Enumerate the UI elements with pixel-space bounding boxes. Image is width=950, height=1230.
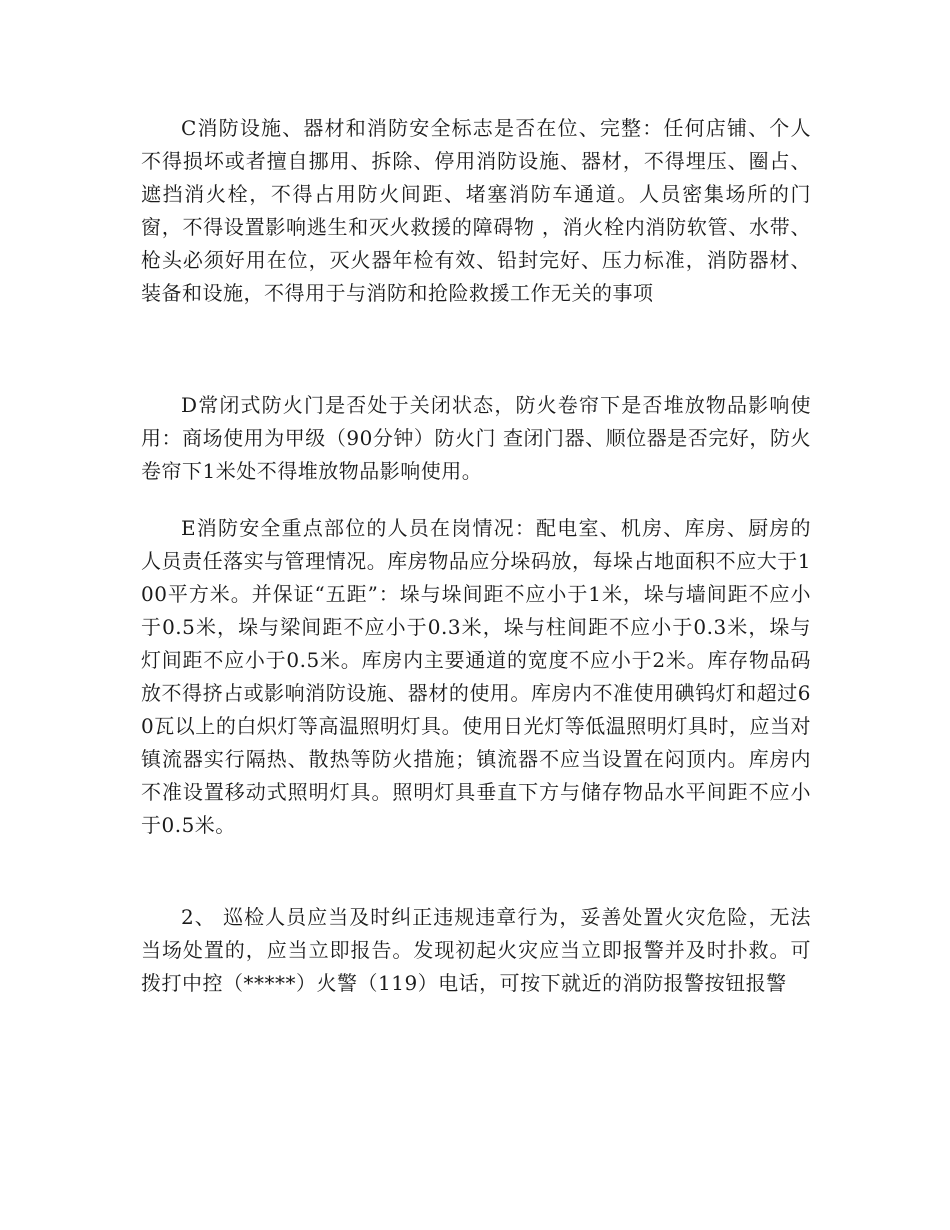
- paragraph-e-key-areas: E消防安全重点部位的人员在岗情况：配电室、机房、库房、厨房的人员责任落实与管理情况。库房物品应分垛码放，每垛占地面积不应大于100平方米。并保证“五距”：垛与垛间距不应小于1米，垛与墙间距不应小于0.5米，垛与梁间距不应小于0.3米，垛与柱间距不应小于0.3米，垛与灯间距不应小于0.5米。库房内主要通道的宽度不应小于2米。库存物品码放不得挤占或影响消防设施、器材的使用。库房内不准使用碘钨灯和超过60瓦以上的白炽灯等高温照明灯具。使用日光灯等低温照明灯具时，应当对镇流器实行隔热、散热等防火措施；镇流器不应当设置在闷顶内。库房内不准设置移动式照明灯具。照明灯具垂直下方与储存物品水平间距不应小于0.5米。: [141, 516, 811, 837]
- paragraph-d-fire-doors: D常闭式防火门是否处于关闭状态，防火卷帘下是否堆放物品影响使用：商场使用为甲级（90分钟）防火门 查闭门器、顺位器是否完好，防火卷帘下1米处不得堆放物品影响使用。: [141, 393, 811, 483]
- paragraph-c-fire-facilities: C消防设施、器材和消防安全标志是否在位、完整：任何店铺、个人不得损坏或者擅自挪用、拆除、停用消防设施、器材，不得埋压、圈占、遮挡消火栓，不得占用防火间距、堵塞消防车通道。人员密集场所的门窗，不得设置影响逃生和灭火救援的障碍物 ，消火栓内消防软管、水带、枪头必须好用在位，灭火器年检有效、铅封完好、压力标准，消防器材、装备和设施，不得用于与消防和抢险救援工作无关的事项: [141, 116, 811, 305]
- paragraph-2-patrol: 2、 巡检人员应当及时纠正违规违章行为，妥善处置火灾危险，无法当场处置的，应当立即报告。发现初起火灾应当立即报警并及时扑救。可拨打中控（*****）火警（119）电话，可按下就近的消防报警按钮报警: [141, 905, 811, 995]
